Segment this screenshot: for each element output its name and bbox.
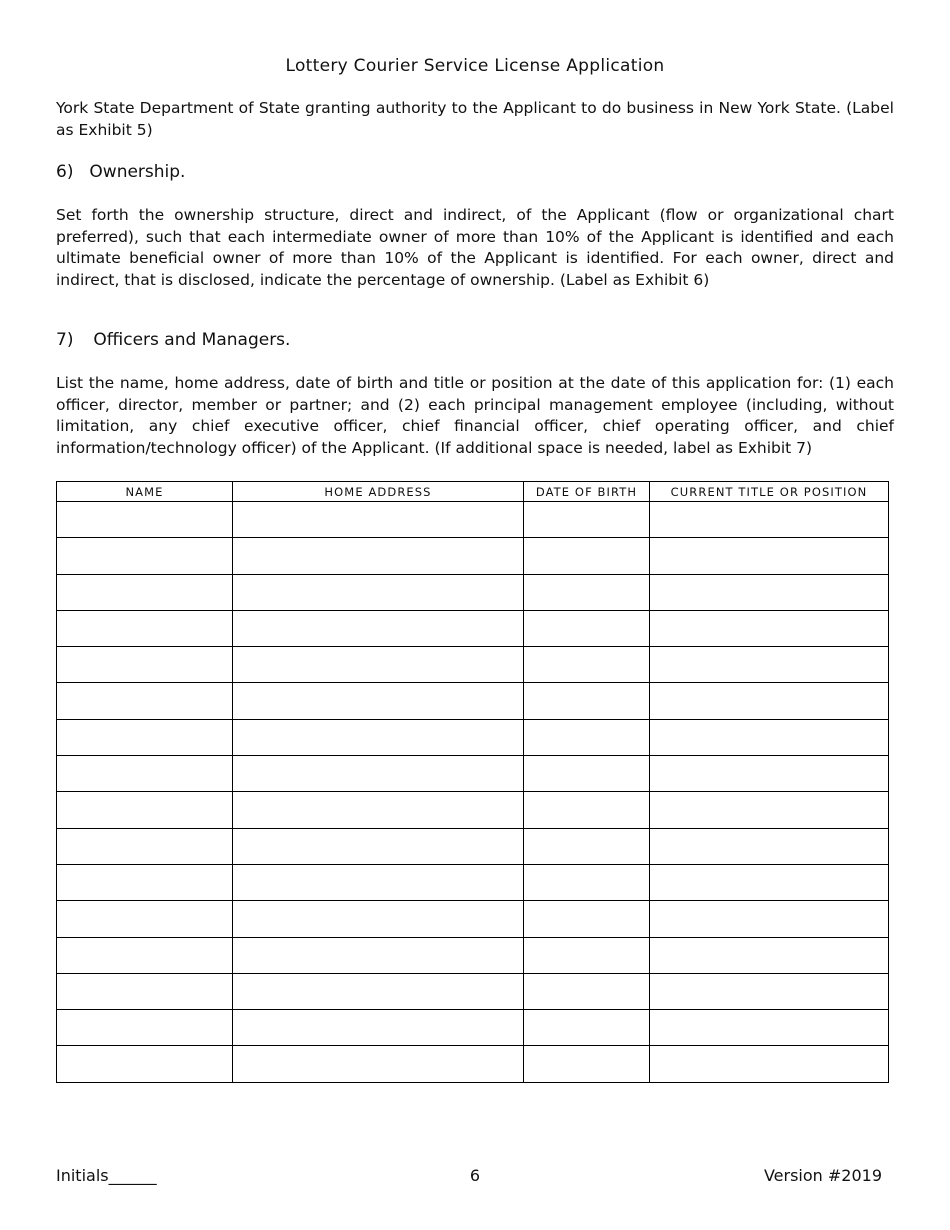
cell-home-address[interactable] <box>233 864 524 900</box>
cell-current-title[interactable] <box>650 973 889 1009</box>
cell-name[interactable] <box>57 502 233 538</box>
table-row <box>57 1010 889 1046</box>
cell-home-address[interactable] <box>233 647 524 683</box>
section7-number: 7) <box>56 330 74 350</box>
cell-date-of-birth[interactable] <box>524 502 650 538</box>
cell-name[interactable] <box>57 973 233 1009</box>
section7-heading <box>56 330 290 350</box>
cell-home-address[interactable] <box>233 937 524 973</box>
cell-name[interactable] <box>57 1046 233 1082</box>
cell-current-title[interactable] <box>650 1046 889 1082</box>
cell-current-title[interactable] <box>650 574 889 610</box>
table-row <box>57 973 889 1009</box>
cell-home-address[interactable] <box>233 828 524 864</box>
cell-name[interactable] <box>57 937 233 973</box>
officers-table <box>56 481 889 1083</box>
cell-name[interactable] <box>57 792 233 828</box>
table-row <box>57 538 889 574</box>
cell-date-of-birth[interactable] <box>524 828 650 864</box>
cell-date-of-birth[interactable] <box>524 574 650 610</box>
column-header-date-of-birth: DATE OF BIRTH <box>524 482 650 502</box>
cell-home-address[interactable] <box>233 901 524 937</box>
cell-current-title[interactable] <box>650 901 889 937</box>
table-row <box>57 792 889 828</box>
cell-name[interactable] <box>57 828 233 864</box>
table-row <box>57 937 889 973</box>
cell-home-address[interactable] <box>233 538 524 574</box>
column-header-name: NAME <box>57 482 233 502</box>
table-row <box>57 683 889 719</box>
cell-date-of-birth[interactable] <box>524 792 650 828</box>
section7-body: List the name, home address, date of birth and title or position at the date of this application for: (1) each officer, director, member or partner; and (2) each principal management employee (including, without limitation, any chief executive officer, chief financial officer, chief operating officer, and chief information/technology officer) of the Applicant. (If additional space is needed, label as Exhibit 7) <box>56 374 894 457</box>
section6-body: Set forth the ownership structure, direct and indirect, of the Applicant (flow or organizational chart preferred), such that each intermediate owner of more than 10% of the Applicant is identified and each ultimate beneficial owner of more than 10% of the Applicant is identified. For each owner, direct and indirect, that is disclosed, indicate the percentage of ownership. (Label as Exhibit 6) <box>56 206 894 289</box>
section7-title: Officers and Managers. <box>93 330 291 350</box>
cell-name[interactable] <box>57 538 233 574</box>
cell-name[interactable] <box>57 719 233 755</box>
table-row <box>57 1046 889 1082</box>
cell-home-address[interactable] <box>233 610 524 646</box>
cell-date-of-birth[interactable] <box>524 683 650 719</box>
cell-current-title[interactable] <box>650 792 889 828</box>
section6-heading <box>56 162 185 182</box>
cell-date-of-birth[interactable] <box>524 538 650 574</box>
cell-current-title[interactable] <box>650 502 889 538</box>
cell-current-title[interactable] <box>650 610 889 646</box>
cell-name[interactable] <box>57 756 233 792</box>
cell-home-address[interactable] <box>233 973 524 1009</box>
cell-current-title[interactable] <box>650 864 889 900</box>
cell-date-of-birth[interactable] <box>524 937 650 973</box>
cell-date-of-birth[interactable] <box>524 901 650 937</box>
column-header-home-address: HOME ADDRESS <box>233 482 524 502</box>
cell-current-title[interactable] <box>650 538 889 574</box>
cell-date-of-birth[interactable] <box>524 1046 650 1082</box>
cell-current-title[interactable] <box>650 756 889 792</box>
section6-title: Ownership. <box>89 162 186 182</box>
officers-table-body <box>57 502 889 1083</box>
table-row <box>57 610 889 646</box>
cell-name[interactable] <box>57 574 233 610</box>
table-row <box>57 647 889 683</box>
cell-home-address[interactable] <box>233 719 524 755</box>
table-row <box>57 574 889 610</box>
table-row <box>57 901 889 937</box>
exhibit5-continuation-paragraph: York State Department of State granting authority to the Applicant to do business in New York State. (Label as Exhibit 5) <box>56 99 894 139</box>
cell-name[interactable] <box>57 647 233 683</box>
document-title: Lottery Courier Service License Application <box>285 56 665 76</box>
table-row <box>57 756 889 792</box>
column-header-current-title: CURRENT TITLE OR POSITION <box>650 482 889 502</box>
footer-version: Version #2019 <box>763 1166 882 1185</box>
cell-home-address[interactable] <box>233 1010 524 1046</box>
cell-date-of-birth[interactable] <box>524 610 650 646</box>
cell-date-of-birth[interactable] <box>524 756 650 792</box>
cell-current-title[interactable] <box>650 937 889 973</box>
cell-name[interactable] <box>57 610 233 646</box>
cell-home-address[interactable] <box>233 1046 524 1082</box>
cell-current-title[interactable] <box>650 1010 889 1046</box>
cell-date-of-birth[interactable] <box>524 1010 650 1046</box>
cell-current-title[interactable] <box>650 647 889 683</box>
cell-current-title[interactable] <box>650 828 889 864</box>
cell-home-address[interactable] <box>233 683 524 719</box>
table-row <box>57 864 889 900</box>
cell-current-title[interactable] <box>650 719 889 755</box>
cell-date-of-birth[interactable] <box>524 973 650 1009</box>
cell-home-address[interactable] <box>233 574 524 610</box>
cell-name[interactable] <box>57 864 233 900</box>
cell-current-title[interactable] <box>650 683 889 719</box>
section6-number: 6) <box>56 162 74 182</box>
cell-home-address[interactable] <box>233 792 524 828</box>
table-row <box>57 502 889 538</box>
cell-home-address[interactable] <box>233 502 524 538</box>
cell-date-of-birth[interactable] <box>524 647 650 683</box>
cell-date-of-birth[interactable] <box>524 719 650 755</box>
table-row <box>57 828 889 864</box>
officers-table-header-row <box>57 482 889 502</box>
table-row <box>57 719 889 755</box>
cell-home-address[interactable] <box>233 756 524 792</box>
cell-name[interactable] <box>57 1010 233 1046</box>
cell-name[interactable] <box>57 683 233 719</box>
footer-page-number: 6 <box>469 1166 481 1185</box>
cell-date-of-birth[interactable] <box>524 864 650 900</box>
footer-initials: Initials______ <box>56 1166 157 1185</box>
cell-name[interactable] <box>57 901 233 937</box>
